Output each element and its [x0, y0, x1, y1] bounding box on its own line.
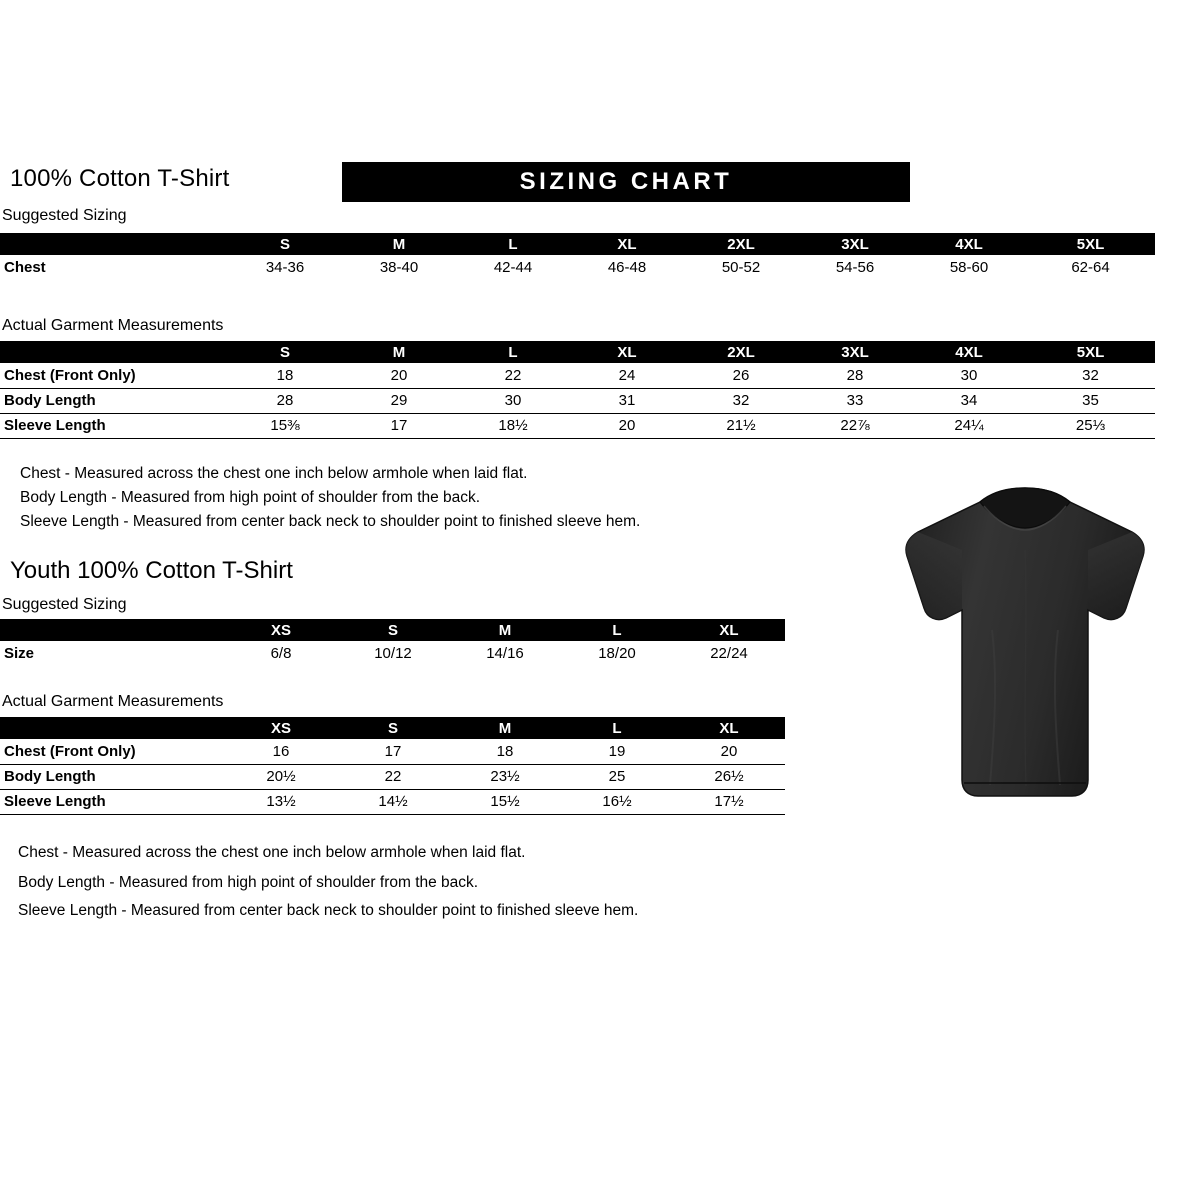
col-header: S: [337, 619, 449, 641]
cell: 14½: [337, 789, 449, 814]
cell: 6/8: [225, 641, 337, 666]
youth-garment-measurements-table: [0, 717, 785, 815]
cell: 25: [561, 764, 673, 789]
table-row: [0, 789, 785, 814]
cell: 15½: [449, 789, 561, 814]
col-header: S: [228, 233, 342, 255]
cell: 38-40: [342, 255, 456, 280]
cell: 24¼: [912, 413, 1026, 438]
cell: 31: [570, 388, 684, 413]
table-row: [0, 764, 785, 789]
col-header: 2XL: [684, 341, 798, 363]
table-header-row: [0, 619, 785, 641]
cell: 30: [912, 363, 1026, 388]
cell: 15⅜: [228, 413, 342, 438]
col-header: L: [456, 341, 570, 363]
cell: 17½: [673, 789, 785, 814]
col-header: [0, 341, 228, 363]
col-header: 3XL: [798, 341, 912, 363]
cell: 17: [342, 413, 456, 438]
adult-note-body-length: Body Length - Measured from high point of shoulder from the back.: [20, 489, 481, 506]
row-label: Chest (Front Only): [0, 739, 225, 764]
table-header-row: [0, 341, 1155, 363]
cell: 16: [225, 739, 337, 764]
adult-garment-measurements-label: Actual Garment Measurements: [2, 317, 224, 334]
adult-note-chest: Chest - Measured across the chest one inch below armhole when laid flat.: [20, 465, 528, 482]
cell: 18: [449, 739, 561, 764]
cell: 20: [342, 363, 456, 388]
row-label: Chest (Front Only): [0, 363, 228, 388]
col-header: M: [449, 619, 561, 641]
col-header: L: [561, 717, 673, 739]
row-label: Sleeve Length: [0, 413, 228, 438]
youth-note-sleeve-length: Sleeve Length - Measured from center back neck to shoulder point to finished sleeve hem.: [18, 902, 639, 919]
cell: 32: [684, 388, 798, 413]
col-header: 4XL: [912, 233, 1026, 255]
cell: 34: [912, 388, 1026, 413]
table-header-row: [0, 717, 785, 739]
cell: 22: [337, 764, 449, 789]
cell: 20: [570, 413, 684, 438]
col-header: XS: [225, 619, 337, 641]
youth-note-chest: Chest - Measured across the chest one inch below armhole when laid flat.: [18, 844, 526, 861]
row-label: Sleeve Length: [0, 789, 225, 814]
adult-note-sleeve-length: Sleeve Length - Measured from center back neck to shoulder point to finished sleeve hem.: [20, 513, 641, 530]
col-header: 5XL: [1026, 233, 1155, 255]
cell: 19: [561, 739, 673, 764]
cell: 28: [798, 363, 912, 388]
cell: 18: [228, 363, 342, 388]
col-header: L: [456, 233, 570, 255]
row-label: Body Length: [0, 764, 225, 789]
cell: 18/20: [561, 641, 673, 666]
cell: 32: [1026, 363, 1155, 388]
cell: 54-56: [798, 255, 912, 280]
youth-garment-measurements-label: Actual Garment Measurements: [2, 693, 224, 710]
col-header: [0, 619, 225, 641]
table-row: [0, 413, 1155, 438]
cell: 22: [456, 363, 570, 388]
row-label: Size: [0, 641, 225, 666]
table-row: [0, 363, 1155, 388]
col-header: 5XL: [1026, 341, 1155, 363]
col-header: M: [449, 717, 561, 739]
adult-garment-measurements-table: [0, 341, 1155, 439]
cell: 26: [684, 363, 798, 388]
cell: 23½: [449, 764, 561, 789]
table-row: [0, 739, 785, 764]
cell: 58-60: [912, 255, 1026, 280]
col-header: [0, 717, 225, 739]
black-t-shirt-photo: [880, 480, 1170, 810]
adult-suggested-sizing-label: Suggested Sizing: [2, 207, 127, 224]
cell: 10/12: [337, 641, 449, 666]
col-header: S: [337, 717, 449, 739]
col-header: 2XL: [684, 233, 798, 255]
cell: 22⅞: [798, 413, 912, 438]
row-label: Chest: [0, 255, 228, 280]
cell: 17: [337, 739, 449, 764]
youth-suggested-sizing-table: [0, 619, 785, 666]
document-header: [10, 162, 900, 200]
cell: 33: [798, 388, 912, 413]
col-header: XL: [673, 619, 785, 641]
cell: 25⅓: [1026, 413, 1155, 438]
cell: 50-52: [684, 255, 798, 280]
col-header: L: [561, 619, 673, 641]
col-header: [0, 233, 228, 255]
t-shirt-icon: [880, 480, 1170, 810]
cell: 24: [570, 363, 684, 388]
cell: 29: [342, 388, 456, 413]
table-header-row: [0, 233, 1155, 255]
sizing-chart-banner-label: SIZING CHART: [519, 168, 733, 195]
cell: 18½: [456, 413, 570, 438]
cell: 13½: [225, 789, 337, 814]
col-header: 3XL: [798, 233, 912, 255]
adult-suggested-sizing-table: [0, 233, 1155, 280]
col-header: M: [342, 233, 456, 255]
cell: 22/24: [673, 641, 785, 666]
cell: 21½: [684, 413, 798, 438]
cell: 46-48: [570, 255, 684, 280]
col-header: 4XL: [912, 341, 1026, 363]
sizing-chart-banner: [342, 162, 910, 202]
youth-section-title: Youth 100% Cotton T-Shirt: [10, 557, 293, 584]
page-title: 100% Cotton T-Shirt: [10, 165, 230, 192]
col-header: XS: [225, 717, 337, 739]
cell: 62-64: [1026, 255, 1155, 280]
col-header: XL: [570, 233, 684, 255]
youth-suggested-sizing-label: Suggested Sizing: [2, 596, 127, 613]
cell: 34-36: [228, 255, 342, 280]
cell: 16½: [561, 789, 673, 814]
col-header: XL: [673, 717, 785, 739]
cell: 26½: [673, 764, 785, 789]
youth-note-body-length: Body Length - Measured from high point of shoulder from the back.: [18, 874, 479, 891]
cell: 14/16: [449, 641, 561, 666]
cell: 42-44: [456, 255, 570, 280]
table-row: [0, 641, 785, 666]
cell: 20½: [225, 764, 337, 789]
cell: 28: [228, 388, 342, 413]
table-row: [0, 255, 1155, 280]
col-header: S: [228, 341, 342, 363]
col-header: XL: [570, 341, 684, 363]
row-label: Body Length: [0, 388, 228, 413]
cell: 20: [673, 739, 785, 764]
table-row: [0, 388, 1155, 413]
cell: 35: [1026, 388, 1155, 413]
cell: 30: [456, 388, 570, 413]
col-header: M: [342, 341, 456, 363]
